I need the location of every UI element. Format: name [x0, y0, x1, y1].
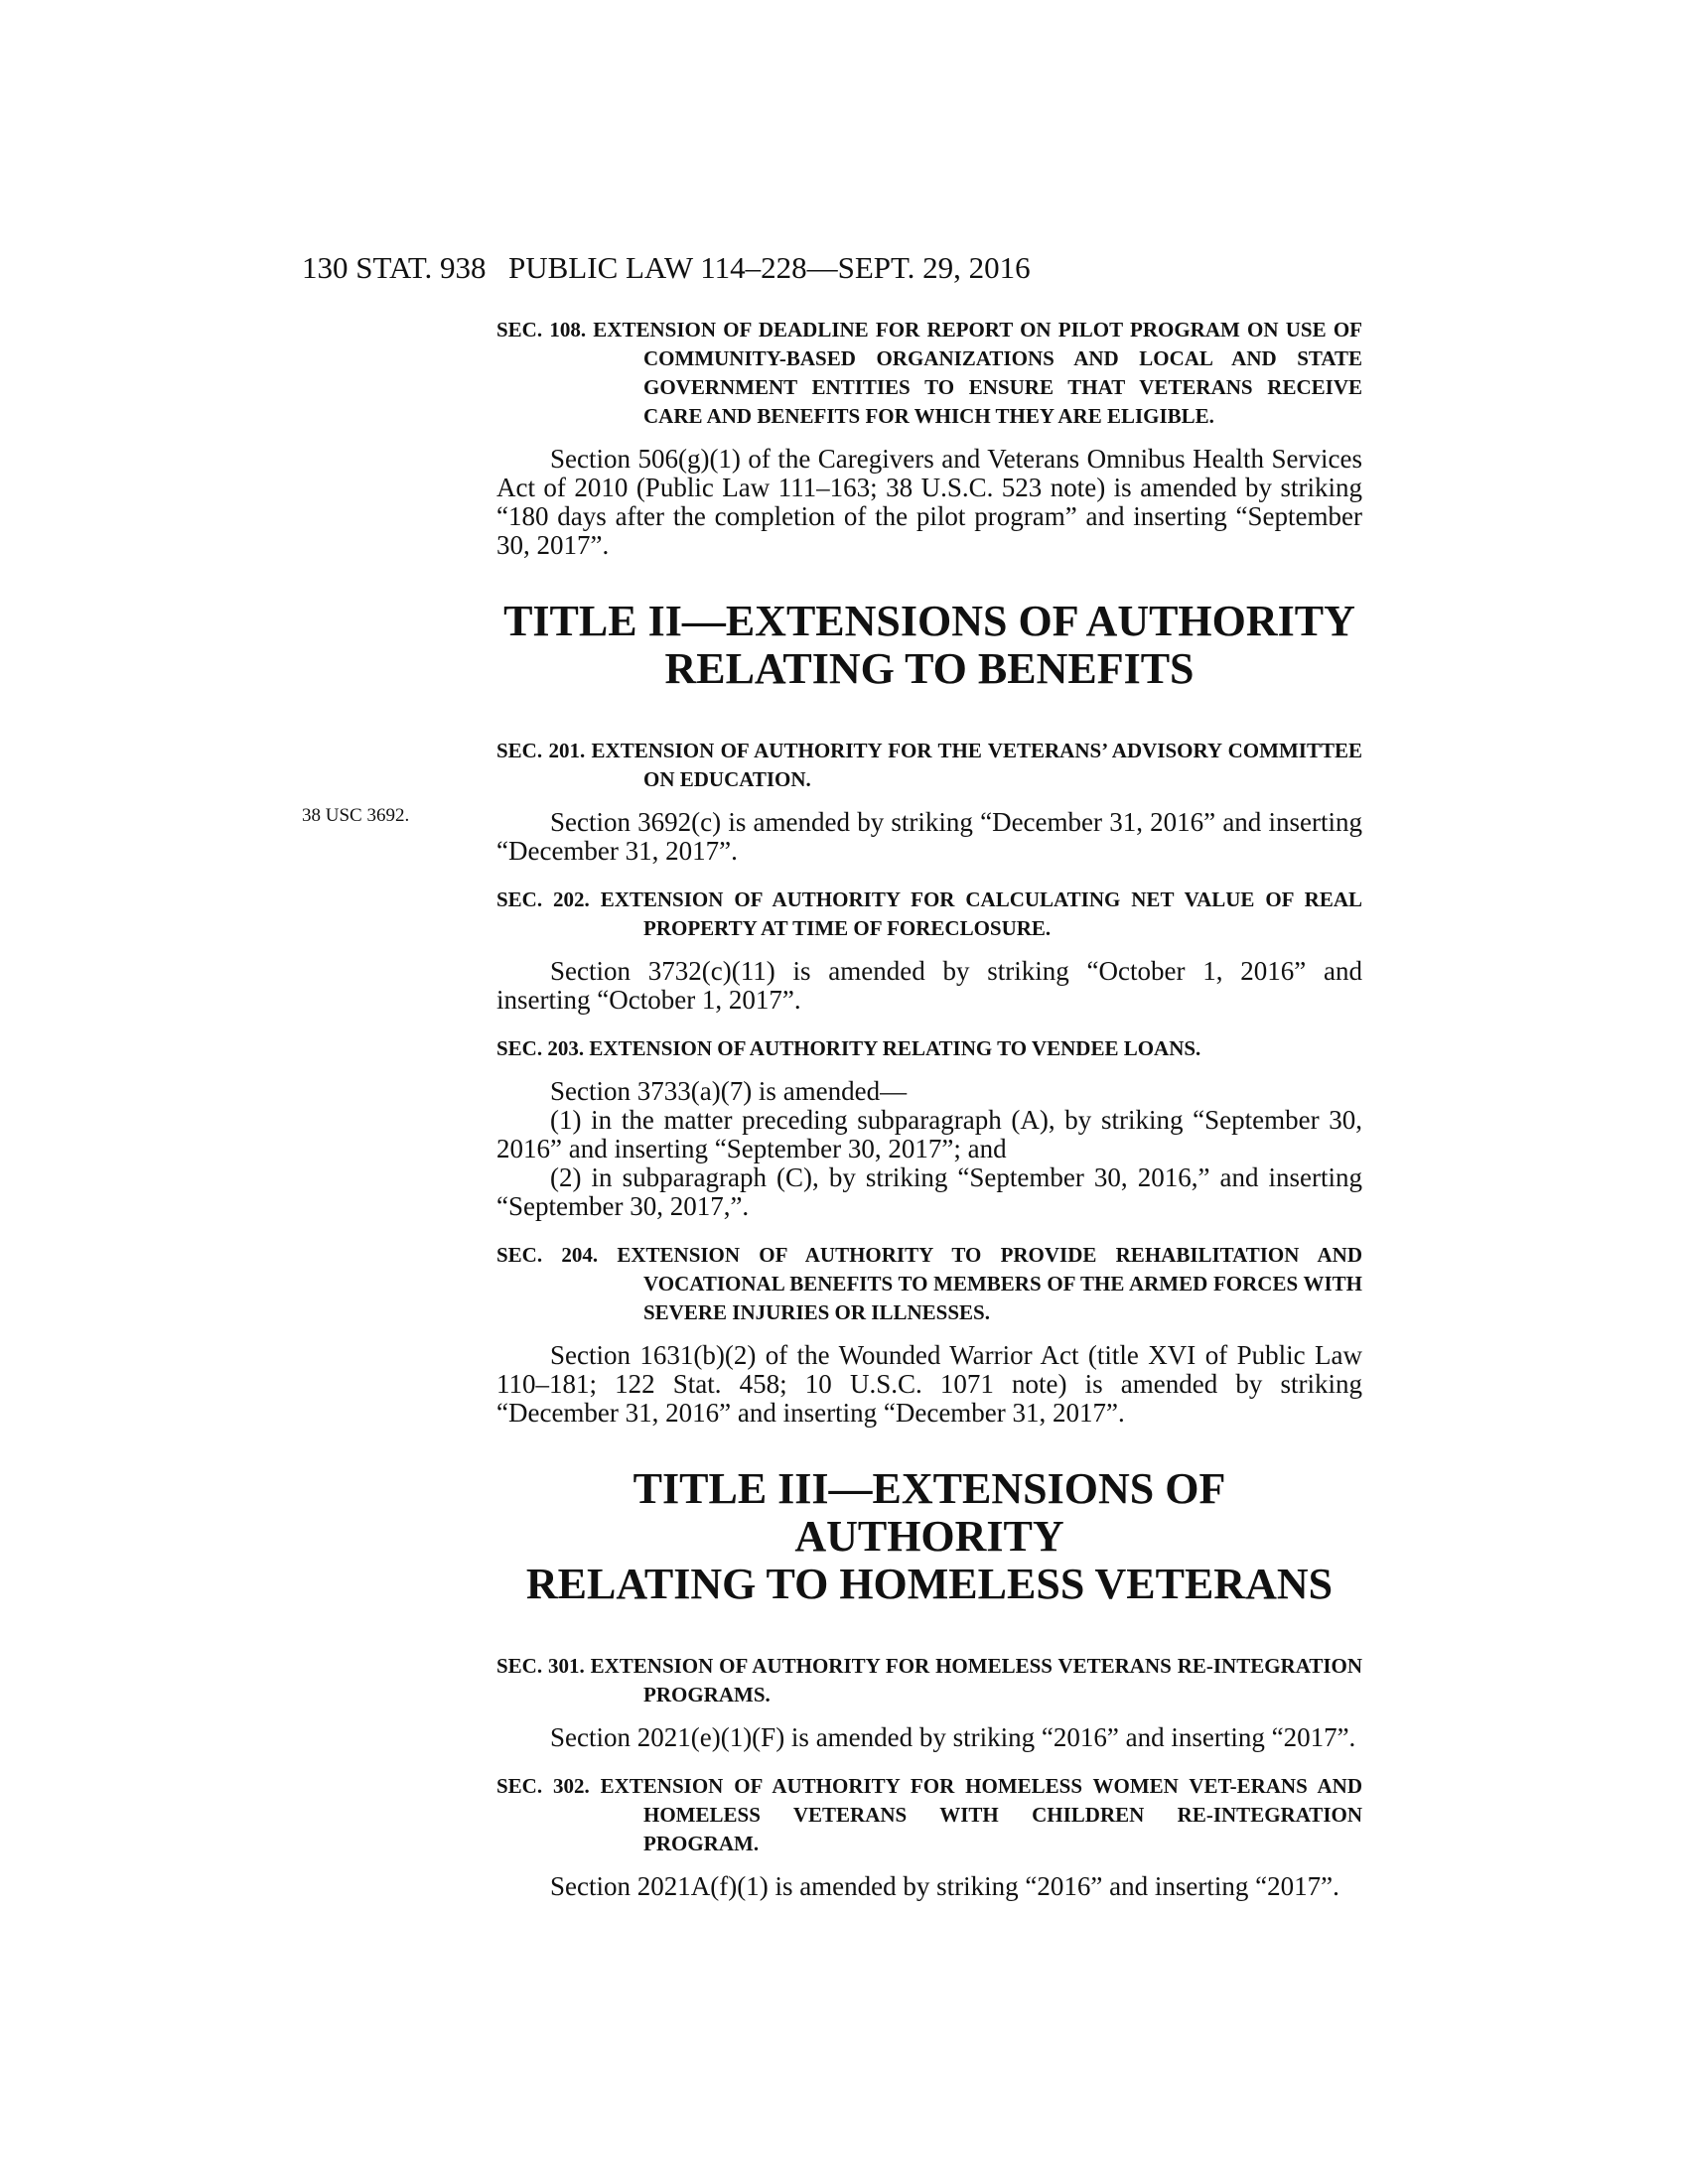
- section-text-204: Section 1631(b)(2) of the Wounded Warrior Act (title XVI of Public Law 110–181; 122 Stat. 458; 10 U.S.C. 1071 note) is amended by striking “December 31, 2016” and inserting “December 31, 2017”.: [496, 1340, 1362, 1428]
- statute-reference: 130 STAT. 938: [302, 250, 487, 285]
- section-text-203: Section 3733(a)(7) is amended—: [550, 1076, 908, 1106]
- section-text-202: Section 3732(c)(11) is amended by striking “October 1, 2016” and inserting “October 1, 2017”.: [496, 956, 1362, 1015]
- section-heading-202: SEC. 202. EXTENSION OF AUTHORITY FOR CALCULATING NET VALUE OF REAL PROPERTY AT TIME OF FORECLOSURE.: [496, 887, 1362, 940]
- title-ii-heading-line2: RELATING TO BENEFITS: [664, 644, 1195, 693]
- section-text-302: Section 2021A(f)(1) is amended by striking “2016” and inserting “2017”.: [550, 1871, 1339, 1901]
- title-iii-heading-line2: RELATING TO HOMELESS VETERANS: [525, 1560, 1334, 1608]
- list-item: (1) in the matter preceding subparagraph (A), by striking “September 30, 2016” and inserting “September 30, 2017”; and: [496, 1105, 1362, 1163]
- public-law-reference: PUBLIC LAW 114–228—SEPT. 29, 2016: [508, 250, 1031, 285]
- title-ii-heading-line1: TITLE II—EXTENSIONS OF AUTHORITY: [503, 597, 1355, 645]
- title-iii-heading-line1: TITLE III—EXTENSIONS OF AUTHORITY: [633, 1464, 1226, 1561]
- section-heading-108: SEC. 108. EXTENSION OF DEADLINE FOR REPORT ON PILOT PROGRAM ON USE OF COMMUNITY-BASED ORGANIZATIONS AND LOCAL AND STATE GOVERNMENT ENTITIES TO ENSURE THAT VETERANS RECEIVE CARE AND BENEFITS FOR WHICH THEY ARE ELIGIBLE.: [496, 318, 1362, 428]
- page-header: [302, 248, 1235, 288]
- section-heading-203: SEC. 203. EXTENSION OF AUTHORITY RELATING TO VENDEE LOANS.: [496, 1036, 1201, 1060]
- section-heading-301: SEC. 301. EXTENSION OF AUTHORITY FOR HOMELESS VETERANS RE-INTEGRATION PROGRAMS.: [496, 1654, 1362, 1706]
- section-heading-201: SEC. 201. EXTENSION OF AUTHORITY FOR THE VETERANS’ ADVISORY COMMITTEE ON EDUCATION.: [496, 739, 1362, 791]
- section-text-108: Section 506(g)(1) of the Caregivers and Veterans Omnibus Health Services Act of 2010 (Public Law 111–163; 38 U.S.C. 523 note) is amended by striking “180 days after the completion of the pilot program” and inserting “September 30, 2017”.: [496, 444, 1362, 560]
- section-heading-302: SEC. 302. EXTENSION OF AUTHORITY FOR HOMELESS WOMEN VET-ERANS AND HOMELESS VETERANS WITH CHILDREN RE-INTEGRATION PROGRAM.: [496, 1774, 1362, 1855]
- section-text-201: Section 3692(c) is amended by striking “December 31, 2016” and inserting “December 31, 2017”.: [496, 807, 1362, 866]
- section-text-301: Section 2021(e)(1)(F) is amended by striking “2016” and inserting “2017”.: [550, 1722, 1356, 1752]
- margin-note-sec201: 38 USC 3692.: [302, 805, 410, 826]
- list-item: (2) in subparagraph (C), by striking “September 30, 2016,” and inserting “September 30, 2017,”.: [496, 1162, 1362, 1221]
- document-body: [496, 316, 1362, 1901]
- section-heading-204: SEC. 204. EXTENSION OF AUTHORITY TO PROVIDE REHABILITATION AND VOCATIONAL BENEFITS TO MEMBERS OF THE ARMED FORCES WITH SEVERE INJURIES OR ILLNESSES.: [496, 1243, 1362, 1324]
